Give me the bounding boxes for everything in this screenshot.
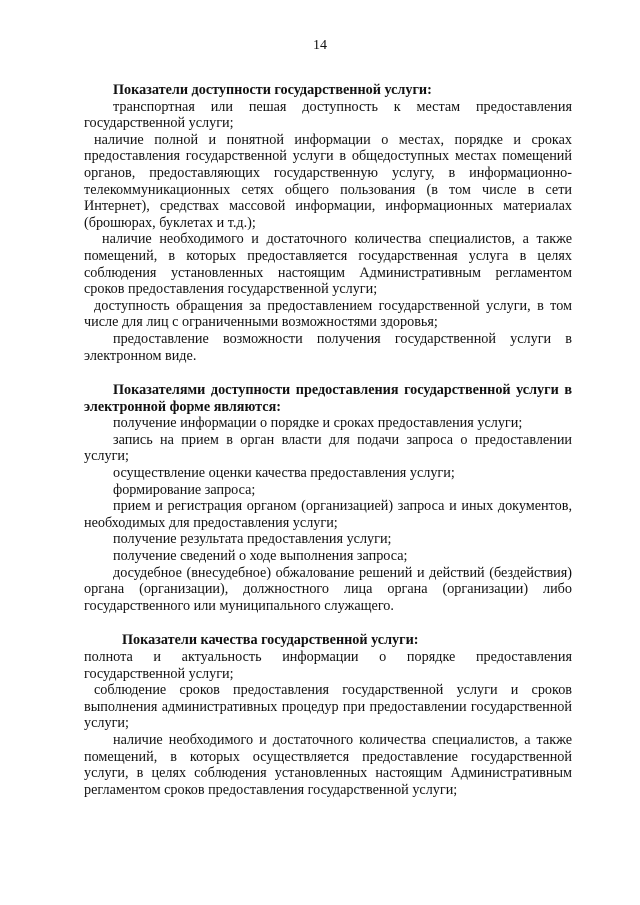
paragraph: запись на прием в орган власти для подачи запроса о предоставлении услуги;: [84, 431, 572, 465]
paragraph: транспортная или пешая доступность к местам предоставления государственной услуги;: [84, 98, 572, 132]
paragraph: осуществление оценки качества предоставления услуги;: [113, 465, 455, 482]
paragraph: получение результата предоставления услуги;: [113, 531, 392, 548]
paragraph: предоставление возможности получения государственной услуги в электронном виде.: [84, 330, 572, 364]
paragraph: формирование запроса;: [113, 481, 256, 498]
paragraph: доступность обращения за предоставлением государственной услуги, в том числе для лиц с ограниченными возможностями здоровья;: [84, 297, 572, 331]
paragraph: наличие полной и понятной информации о местах, порядке и сроках предоставления государственной услуги в общедоступных местах помещений органов, предоставляющих государственную услугу, в информационно-телекоммуникационных сетях общего пользования (в том числе в сети Интернет), средствах массовой информации, информационных материалах (брошюрах, буклетах и т.д.);: [84, 131, 572, 231]
paragraph: получение информации о порядке и сроках предоставления услуги;: [113, 415, 523, 432]
paragraph: прием и регистрация органом (организацией) запроса и иных документов, необходимых для предоставления услуги;: [84, 498, 572, 531]
paragraph: соблюдение сроков предоставления государственной услуги и сроков выполнения административных процедур при предоставлении государственной услуги;: [84, 682, 572, 732]
paragraph: наличие необходимого и достаточного количества специалистов, а также помещений, в которых осуществляется предоставление государственной услуги, в целях соблюдения установленных настоящим Административным регламентом сроков предоставления государственной услуги;: [84, 731, 572, 798]
paragraph: наличие необходимого и достаточного количества специалистов, а также помещений, в которых предоставляется государственная услуга в целях соблюдения установленных настоящим Административным регламентом сроков предоставления государственной услуги;: [84, 231, 572, 298]
section-heading-quality: Показатели качества государственной услуги:: [122, 632, 419, 649]
paragraph: досудебное (внесудебное) обжалование решений и действий (бездействия) органа (организации), должностного лица органа (организации) либо государственного или муниципального служащего.: [84, 564, 572, 614]
section-heading-availability: Показатели доступности государственной услуги:: [113, 82, 432, 98]
paragraph: получение сведений о ходе выполнения запроса;: [113, 548, 408, 565]
page-number: 14: [313, 38, 327, 53]
section-heading-electronic-form: Показателями доступности предоставления государственной услуги в электронной форме являются:: [84, 382, 572, 415]
paragraph: полнота и актуальность информации о порядке предоставления государственной услуги;: [84, 649, 572, 682]
document-body: [84, 82, 572, 798]
